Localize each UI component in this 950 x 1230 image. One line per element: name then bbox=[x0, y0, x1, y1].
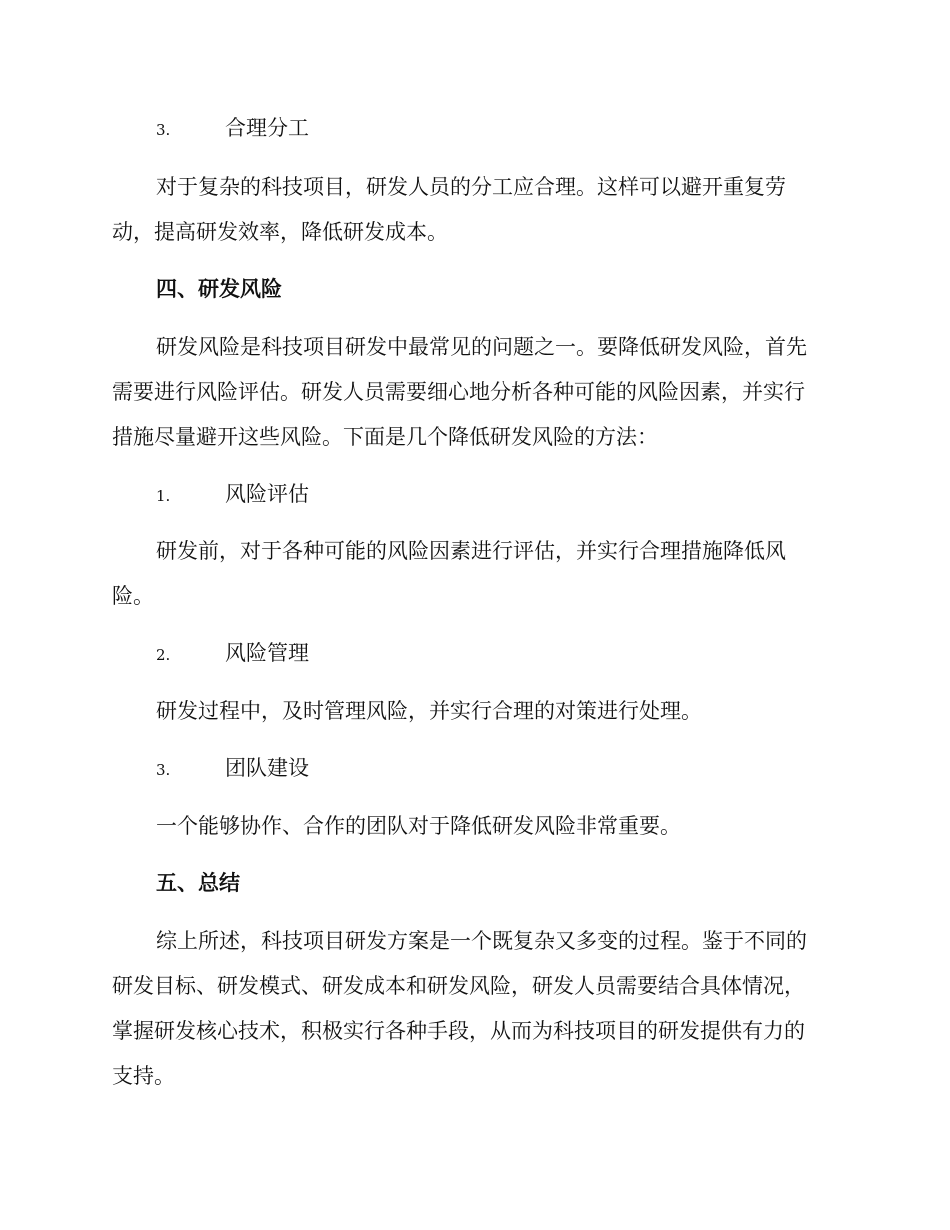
section-heading: 四、研发风险 bbox=[156, 277, 282, 301]
list-item-title: 合理分工 bbox=[225, 116, 309, 140]
paragraph-line: 综上所述，科技项目研发方案是一个既复杂又多变的过程。鉴于不同的 bbox=[156, 929, 807, 953]
list-item-number: 3. bbox=[156, 121, 171, 139]
list-item-title: 风险评估 bbox=[225, 482, 309, 506]
list-item-number: 2. bbox=[156, 646, 171, 664]
list-item-number: 3. bbox=[156, 761, 171, 779]
list-item-number: 1. bbox=[156, 487, 171, 505]
paragraph-line: 支持。 bbox=[112, 1064, 175, 1088]
paragraph-line: 需要进行风险评估。研发人员需要细心地分析各种可能的风险因素，并实行 bbox=[112, 380, 805, 404]
paragraph-line: 研发目标、研发模式、研发成本和研发风险，研发人员需要结合具体情况， bbox=[112, 974, 805, 998]
list-item-title: 团队建设 bbox=[225, 756, 309, 780]
paragraph-line: 研发过程中，及时管理风险，并实行合理的对策进行处理。 bbox=[156, 699, 702, 723]
list-item-title: 风险管理 bbox=[225, 641, 309, 665]
paragraph-line: 一个能够协作、合作的团队对于降低研发风险非常重要。 bbox=[156, 814, 681, 838]
paragraph-line: 险。 bbox=[112, 584, 154, 608]
paragraph-line: 对于复杂的科技项目，研发人员的分工应合理。这样可以避开重复劳 bbox=[156, 175, 786, 199]
paragraph-line: 掌握研发核心技术，积极实行各种手段，从而为科技项目的研发提供有力的 bbox=[112, 1019, 805, 1043]
paragraph-line: 动，提高研发效率，降低研发成本。 bbox=[112, 220, 448, 244]
paragraph-line: 研发风险是科技项目研发中最常见的问题之一。要降低研发风险，首先 bbox=[156, 335, 807, 359]
section-heading: 五、总结 bbox=[156, 871, 240, 895]
paragraph-line: 研发前，对于各种可能的风险因素进行评估，并实行合理措施降低风 bbox=[156, 539, 786, 563]
paragraph-line: 措施尽量避开这些风险。下面是几个降低研发风险的方法： bbox=[112, 425, 658, 449]
